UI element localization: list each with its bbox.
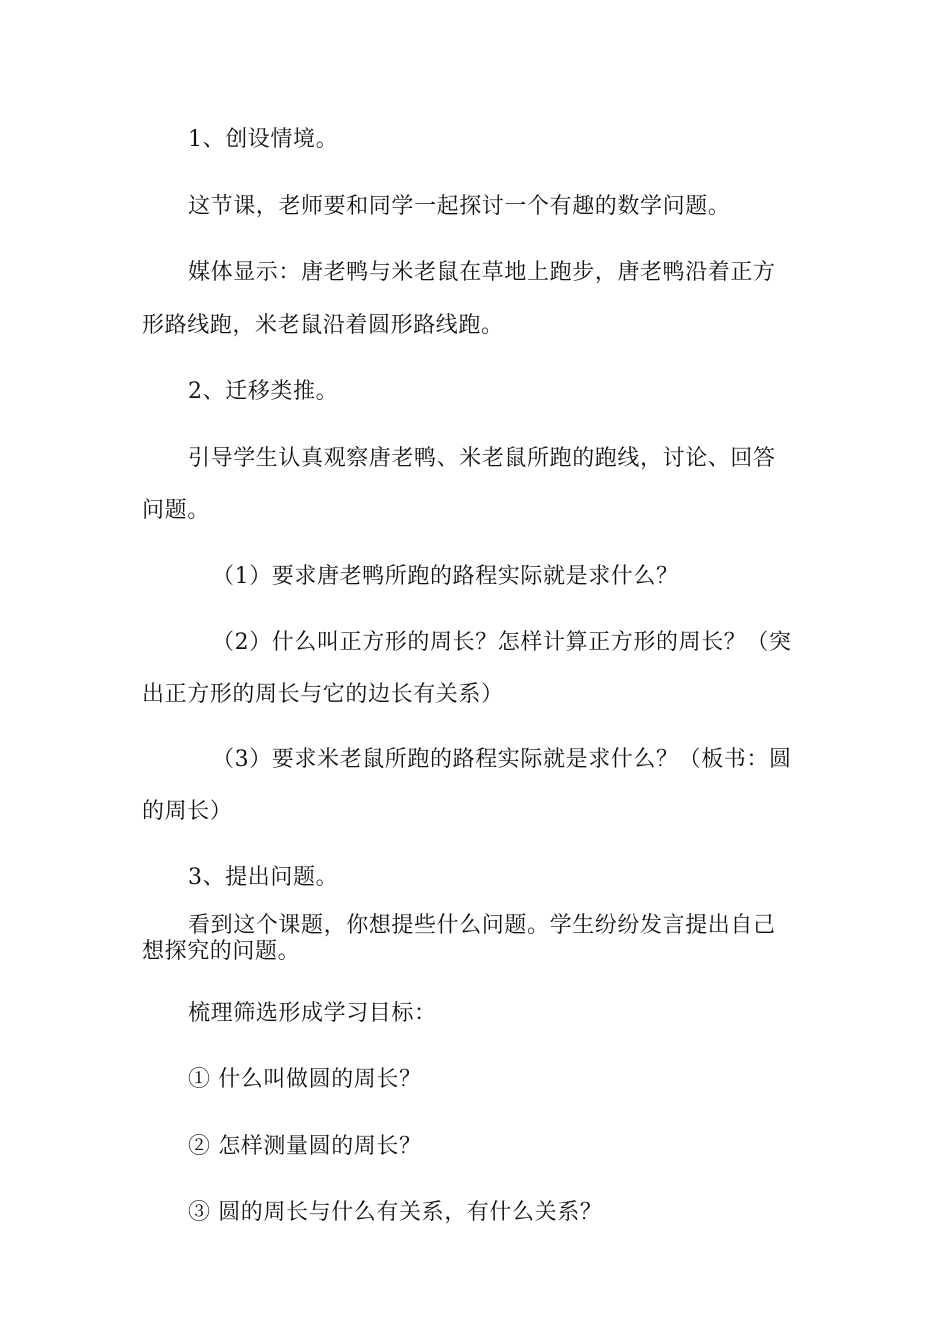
section-heading-3: 3、提出问题。 — [188, 865, 339, 890]
question-3-line: （3）要求米老鼠所跑的路程实际就是求什么？（板书：圆 — [212, 747, 792, 772]
paragraph-line: 媒体显示：唐老鸭与米老鼠在草地上跑步，唐老鸭沿着正方 — [188, 260, 776, 285]
paragraph: 梳理筛选形成学习目标： — [188, 1001, 437, 1026]
paragraph-line: 问题。 — [142, 498, 210, 523]
section-heading-1: 1、创设情境。 — [188, 127, 339, 152]
question-2-line: 出正方形的周长与它的边长有关系） — [142, 682, 504, 707]
goal-item-1: ① 什么叫做圆的周长？ — [188, 1067, 422, 1092]
paragraph-line: 想探究的问题。 — [142, 939, 301, 964]
question-1: （1）要求唐老鸭所跑的路程实际就是求什么？ — [212, 564, 679, 589]
question-3-line: 的周长） — [142, 799, 233, 824]
goal-item-2: ② 怎样测量圆的周长？ — [188, 1134, 422, 1159]
section-heading-2: 2、迁移类推。 — [188, 379, 339, 404]
paragraph-line: 引导学生认真观察唐老鸭、米老鼠所跑的跑线，讨论、回答 — [188, 446, 776, 471]
paragraph-line: 看到这个课题，你想提些什么问题。学生纷纷发言提出自己 — [188, 913, 776, 938]
paragraph: 这节课，老师要和同学一起探讨一个有趣的数学问题。 — [188, 194, 731, 219]
paragraph-line: 形路线跑，米老鼠沿着圆形路线跑。 — [142, 313, 504, 338]
goal-item-3: ③ 圆的周长与什么有关系，有什么关系？ — [188, 1200, 603, 1225]
question-2-line: （2）什么叫正方形的周长？怎样计算正方形的周长？（突 — [212, 630, 792, 655]
